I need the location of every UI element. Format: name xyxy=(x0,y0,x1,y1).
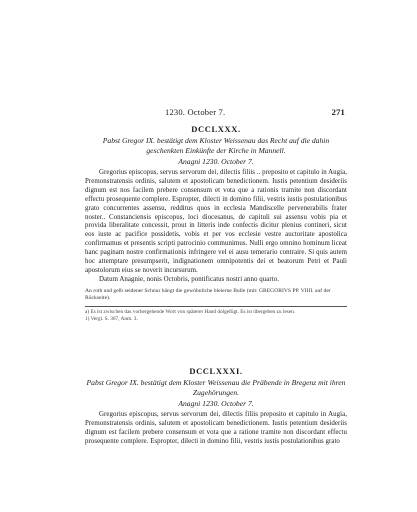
footnote-divider xyxy=(85,306,347,307)
charter-dcclxxx xyxy=(85,124,347,323)
charter-dateline: Anagni 1230. October 7. xyxy=(178,399,254,408)
header-date: 1230. October 7. xyxy=(165,107,226,117)
seal-note: An roth und gelb seidener Schnur hängt die gewöhnliche bleierne Bulle (mit: GREGORIVS PP. VIIII. auf der Rückseite). xyxy=(85,287,331,301)
charter-summary: Pabst Gregor IX. bestätigt dem Kloster Weissenau das Recht auf die dahin geschenkten Einkünfte der Kirche in Mannell. xyxy=(102,136,330,155)
charter-summary: Pabst Gregor IX. bestätigt dem Kloster Weissenau die Präbende in Bregenz mit ihren Zugehörungen. xyxy=(86,378,346,397)
charter-number: DCCLXXXI. xyxy=(189,366,243,376)
charter-dcclxxxi xyxy=(85,366,347,447)
charter-datum: Datum Anagnie, nonis Octobris, pontificatus nostri anno quarto. xyxy=(99,275,279,283)
footnote-1: 1) Vergl. S. 367, Anm. 3. xyxy=(85,316,138,323)
footnote-a: a) Es ist zwischen das vorhergehende Wort von späterer Hand dolgefügt. Es ist übergeben zu lesen. xyxy=(85,309,296,316)
charter-number: DCCLXXX. xyxy=(191,124,241,134)
charter-text: Gregorius episcopus, servus servorum dei, dilectis filiis .. preposito et capitulo in Augia, Premonstratensis ordinis, salutem et apostolicam benedictionem. Iustis petentium desideriis dignum est nos facilem prebere consensum et vota que a rationis tramite non discordant effectu prosequente complere. Espropter, dilecti in domino filii, vestris iustis postulationibus grato concurrentes assensu, redditus quos in ecclesia Mandiscelle pervenerabilis frater noster.. Constanciensis episcopus, loci diocesanus, de capituli sui assensu vobis pia et provida liberalitate concessit, prout in litteris inde confectis dicitur plenius contineri, sicut eos iuste ac pacifice possidetis, vobis et per vos ecclesie vestre auctoritate apostolica confirmamus et presentis scripti patrocinio communimus. Nulli ergo omnino hominum liceat hanc paginam nostre confirmationis infringere vel ei ausu temerario contraire. Si quis autem hoc attemptare presumpserit, indignationem omnipotentis dei et beatorum Petri et Pauli apostolorum eius se noverit incursurum. xyxy=(85,169,347,274)
charter-text: Gregorius episcopus, servus servorum dei, dilectis filiis preposito et capitulo in Augia, Premonstratensis ordinis, salutem et apostolicam benedictionem. Iustis petentium desideriis dignum est facilem prebere consensum et vota que a ratione tramite non discordant effectu prosequente complere. Espropter, dilecti in domino filii, vestris iustis postulationibus grato xyxy=(85,411,347,445)
charter-dateline: Anagni 1230. October 7. xyxy=(178,157,254,166)
page-number: 271 xyxy=(331,107,345,117)
